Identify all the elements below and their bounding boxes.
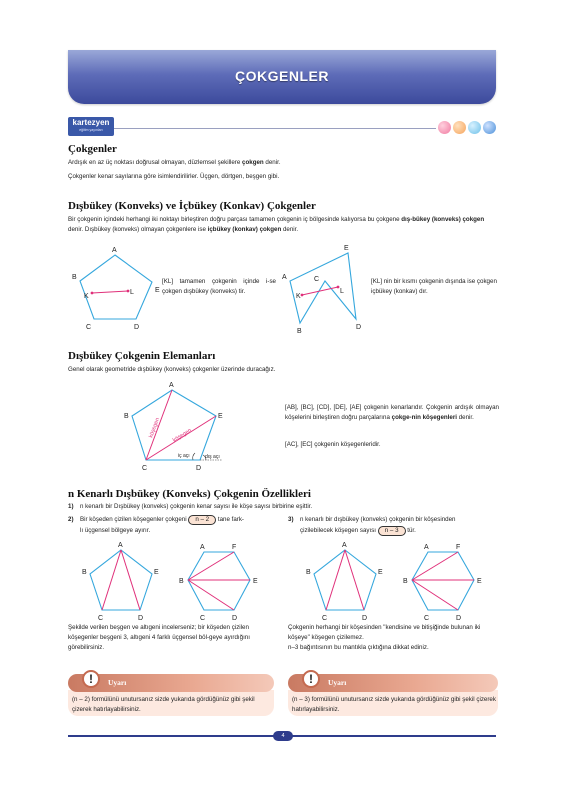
point-l xyxy=(127,290,130,293)
diagonal-label-ac: köşegen xyxy=(148,417,161,439)
cyan-dot-icon xyxy=(468,121,481,134)
publisher-logo xyxy=(68,117,114,136)
vertex-a: A xyxy=(282,274,287,281)
vertex-f: F xyxy=(232,544,237,551)
header-banner xyxy=(68,50,496,104)
pentagon-triangulation-figure xyxy=(84,540,164,620)
definition-text: Ardışık en az üç noktası doğrusal olmayan, düzlemsel şekillere xyxy=(68,159,243,166)
vertex-a: A xyxy=(342,542,347,549)
concave-explanation: [KL] nin bir kısmı çokgenin dışında ise çokgen içbükey (konkav) dır. xyxy=(371,278,497,295)
property-3-part: tür. xyxy=(407,527,416,534)
label-k: K xyxy=(296,293,301,300)
right-caption-1: Çokgenin herhangi bir köşesinden "kendisine ve bitişiğinde bulunan iki köşeye" köşegen çizilemez. xyxy=(288,624,481,641)
warning-exclamation-icon: ! xyxy=(82,670,100,688)
property-2-text xyxy=(80,515,280,525)
diagonal-ac xyxy=(102,550,121,610)
property-2-number xyxy=(68,515,74,525)
diagonal-label-ec: köşegen xyxy=(171,427,193,444)
blue-dot-icon xyxy=(483,121,496,134)
vertex-b: B xyxy=(82,569,87,576)
section-title-polygons: Çokgenler xyxy=(68,143,117,155)
label-k: K xyxy=(84,293,89,300)
point-k xyxy=(301,294,304,297)
vertex-d: D xyxy=(134,324,140,331)
vertex-c: C xyxy=(86,324,92,331)
formula-n-minus-3: n – 3 xyxy=(378,526,406,536)
item-number: 3) xyxy=(288,516,294,523)
item-number: 2) xyxy=(68,516,74,523)
vertex-b: B xyxy=(306,569,311,576)
property-2-part: tane fark- xyxy=(217,516,244,523)
warning-title: Uyarı xyxy=(108,678,127,687)
vertex-c: C xyxy=(314,276,320,283)
vertex-f: F xyxy=(456,544,461,551)
pink-dot-icon xyxy=(438,121,451,134)
vertex-c: C xyxy=(424,615,430,622)
property-3-continuation xyxy=(300,526,500,536)
diagonal-ac xyxy=(326,550,345,610)
label-l: L xyxy=(340,288,344,295)
pentagon-diagonals-figure xyxy=(308,540,388,620)
vertex-d: D xyxy=(456,615,462,622)
diagonal-ad xyxy=(345,550,364,610)
polygon-naming: Çokgenler kenar sayılarına göre isimlendirilirler. Üçgen, dörtgen, beşgen gibi. xyxy=(68,173,280,180)
paragraph-part: denir. Dışbükey (konveks) olmayan çokgenlere ise xyxy=(68,226,208,233)
concave-figure xyxy=(280,243,370,338)
vertex-e: E xyxy=(477,578,482,585)
sides-text-end: denir. xyxy=(456,414,474,421)
vertex-d: D xyxy=(196,465,202,472)
convex-term: dış-bükey (konveks) çokgen xyxy=(401,216,485,223)
logo-text: kartezyen xyxy=(72,118,110,127)
elements-paragraph-1 xyxy=(285,403,499,423)
vertex-e: E xyxy=(218,413,223,420)
vertex-e: E xyxy=(155,287,160,294)
vertex-a: A xyxy=(424,544,429,551)
segment-kl xyxy=(92,291,128,293)
polygon-definition xyxy=(68,158,498,168)
elements-paragraph-2: [AC], [EC] çokgenin köşegenleridir. xyxy=(285,441,381,448)
paragraph-part: denir. xyxy=(281,226,299,233)
right-caption-2: n–3 bağıntısının bu mantıkla çıktığına dikkat ediniz. xyxy=(288,644,429,651)
section-title-elements: Dışbükey Çokgenin Elemanları xyxy=(68,350,216,362)
warning-right-text: (n – 3) formülünü unutursanız sizde yukarıda gördüğünüz gibi şekil çizerek hatırlayabilirsiniz. xyxy=(292,696,496,713)
diagonal-bd xyxy=(188,580,234,610)
hexagon-diagonals-figure xyxy=(402,540,492,620)
concave-polygon xyxy=(290,253,356,323)
warning-title: Uyarı xyxy=(328,678,347,687)
left-caption: Şekilde verilen beşgen ve altıgeni incelerseniz; bir köşeden çizilen köşegenler beşgeni 3, altıgeni 4 farklı üçgensel böl-geye ayırdığını görebilirsiniz. xyxy=(68,624,250,651)
vertex-c: C xyxy=(200,615,206,622)
section-title-convex-concave: Dışbükey (Konveks) ve İçbükey (Konkav) Çokgenler xyxy=(68,200,316,212)
vertex-a: A xyxy=(169,382,174,389)
concave-term: içbükey (konkav) çokgen xyxy=(207,226,282,233)
property-2-continuation: lı üçgensel bölgeye ayırır. xyxy=(80,527,151,534)
convex-concave-paragraph xyxy=(68,215,498,235)
diagonal-bf xyxy=(188,552,234,580)
pentagon xyxy=(314,550,376,610)
vertex-a: A xyxy=(112,247,117,254)
diagonal-ad xyxy=(121,550,140,610)
vertex-e: E xyxy=(253,578,258,585)
vertex-a: A xyxy=(118,542,123,549)
label-l: L xyxy=(130,289,134,296)
property-1-number xyxy=(68,502,74,512)
vertex-b: B xyxy=(72,274,77,281)
convex-pentagon xyxy=(80,255,152,319)
convex-pentagon-figure xyxy=(70,245,160,335)
decorative-dots xyxy=(438,121,498,135)
vertex-e: E xyxy=(344,245,349,252)
formula-n-minus-2: n – 2 xyxy=(188,515,216,525)
diagonal-bd xyxy=(412,580,458,610)
point-l xyxy=(337,286,340,289)
hexagon-triangulation-figure xyxy=(178,540,268,620)
elements-pentagon-figure xyxy=(122,380,232,472)
item-number: 1) xyxy=(68,503,74,510)
inner-angle-label: iç açı xyxy=(178,453,190,459)
property-2-part: Bir köşeden çizilen köşegenler çokgeni xyxy=(80,516,187,523)
warning-left-text: (n – 2) formülünü unutursanız sizde yukarıda gördüğünüz gibi şekil çizerek hatırlayabilirsiniz. xyxy=(72,696,255,713)
vertex-b: B xyxy=(403,578,408,585)
diagonal-bf xyxy=(412,552,458,580)
point-k xyxy=(91,292,94,295)
vertex-b: B xyxy=(179,578,184,585)
vertex-e: E xyxy=(378,569,383,576)
sides-text: [AB], [BC], [CD], [DE], [AE] çokgenin kenarlarıdır. Çokgenin ardışık olmayan köşelerini birleştiren doğru parçalarına xyxy=(285,404,499,421)
section-title-properties: n Kenarlı Dışbükey (Konveks) Çokgenin Özellikleri xyxy=(68,488,311,500)
diagonal-ac xyxy=(146,390,172,460)
vertex-b: B xyxy=(297,328,302,335)
property-3-number xyxy=(288,515,294,525)
vertex-d: D xyxy=(232,615,238,622)
diagonals-term: çokge-nin köşegenleri xyxy=(391,414,457,421)
vertex-a: A xyxy=(200,544,205,551)
header-divider xyxy=(114,128,436,129)
vertex-c: C xyxy=(322,615,328,622)
elements-intro: Genel olarak geometride dışbükey (konveks) çokgenler üzerinde duracağız. xyxy=(68,366,276,373)
pentagon xyxy=(132,390,216,460)
page-title: ÇOKGENLER xyxy=(235,68,329,84)
vertex-d: D xyxy=(356,324,362,331)
property-3-part: çizilebilecek köşegen sayısı xyxy=(300,527,377,534)
property-1-text: n kenarlı bir Dışbükey (konveks) çokgenin kenar sayısı ile köşe sayısı birbirine eşittir. xyxy=(80,503,313,510)
definition-end: denir. xyxy=(263,159,281,166)
vertex-d: D xyxy=(138,615,144,622)
outer-angle-label: dış açı xyxy=(205,454,220,460)
vertex-c: C xyxy=(142,465,148,472)
pentagon xyxy=(90,550,152,610)
inner-angle-arc xyxy=(193,453,195,460)
orange-dot-icon xyxy=(453,121,466,134)
logo-subtext: eğitim yayınları xyxy=(79,128,103,132)
warning-exclamation-icon: ! xyxy=(302,670,320,688)
definition-term: çokgen xyxy=(242,159,264,166)
convex-explanation: [KL] tamamen çokgenin içinde i-se çokgen dışbükey (konveks) tir. xyxy=(162,278,276,295)
vertex-b: B xyxy=(124,413,129,420)
property-3-text: n kenarlı bir dışbükey (konveks) çokgenin bir köşesinden xyxy=(300,516,456,523)
vertex-e: E xyxy=(154,569,159,576)
vertex-d: D xyxy=(362,615,368,622)
page-number: 4 xyxy=(273,731,293,741)
paragraph-part: Bir çokgenin içindeki herhangi iki noktayı birleştiren doğru parçası tamamen çokgenin iç bölgesinde kalıyorsa bu çokgene xyxy=(68,216,402,223)
vertex-c: C xyxy=(98,615,104,622)
